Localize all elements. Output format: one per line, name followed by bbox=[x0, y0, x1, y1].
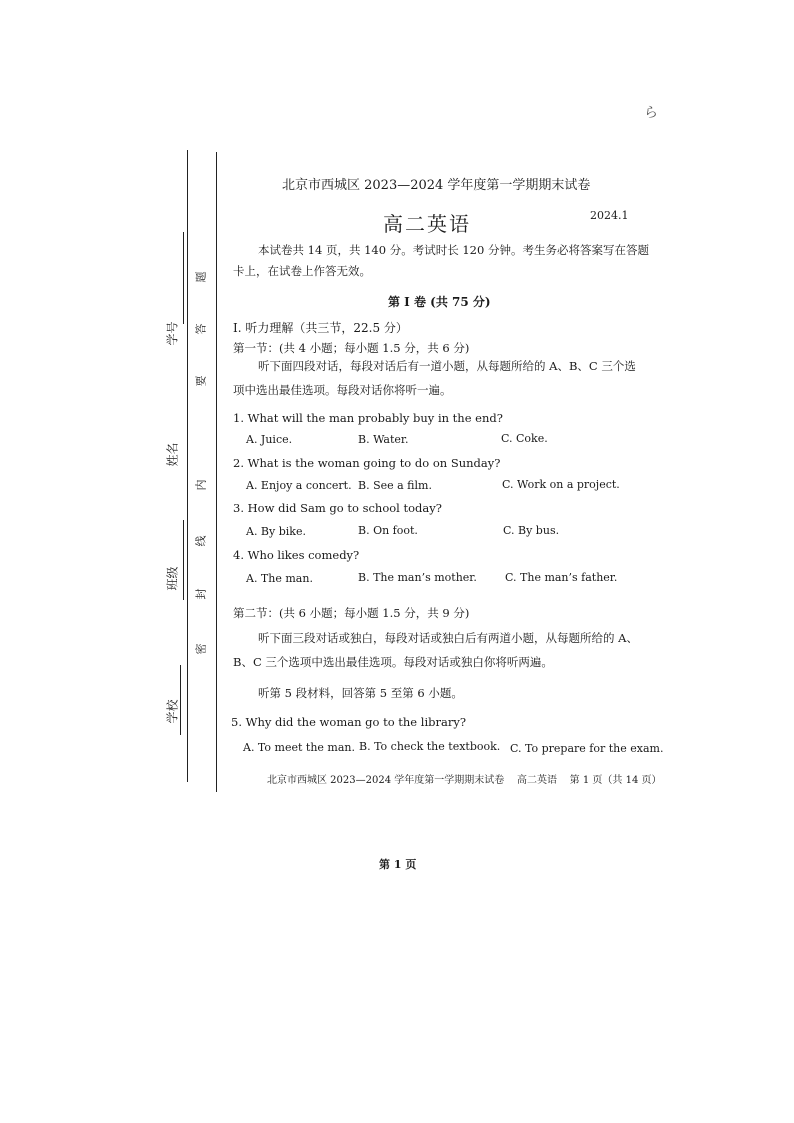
subject-title: 高二英语 bbox=[383, 212, 471, 236]
option-c: C. By bus. bbox=[503, 524, 560, 537]
question-stem: 1. What will the man probably buy in the end? bbox=[233, 411, 503, 425]
section1-instruction-1: 听下面四段对话，每段对话后有一道小题，从每题所给的 A、B、C 三个选 bbox=[258, 359, 636, 373]
corner-mark: ら bbox=[644, 105, 658, 121]
option-c: C. Coke. bbox=[501, 432, 548, 445]
option-a: A. To meet the man. bbox=[243, 741, 355, 754]
binding-line-outer bbox=[187, 150, 188, 782]
option-b: B. On foot. bbox=[358, 524, 418, 537]
question-stem: 2. What is the woman going to do on Sunday? bbox=[233, 456, 501, 470]
question-stem: 5. Why did the woman go to the library? bbox=[231, 715, 467, 729]
class-label: 班级 bbox=[165, 566, 180, 591]
page-footer: 北京市西城区 2023—2024 学年度第一学期期末试卷 高二英语 第 1 页（共 14 页） bbox=[267, 775, 662, 786]
option-b: B. The man’s mother. bbox=[358, 571, 477, 584]
warning-char: 线 bbox=[194, 535, 208, 547]
section1-instruction-2: 项中选出最佳选项。每段对话你将听一遍。 bbox=[233, 383, 452, 397]
option-a: A. Juice. bbox=[246, 433, 293, 446]
exam-title: 北京市西城区 2023—2024 学年度第一学期期末试卷 bbox=[282, 178, 591, 193]
option-a: A. Enjoy a concert. bbox=[246, 479, 352, 492]
name-label: 姓名 bbox=[165, 442, 180, 467]
option-a: A. By bike. bbox=[246, 525, 306, 538]
student-id-label: 学号 bbox=[165, 321, 180, 346]
option-b: B. See a film. bbox=[358, 479, 432, 492]
exam-date: 2024.1 bbox=[590, 209, 629, 222]
warning-char: 要 bbox=[194, 375, 208, 387]
option-b: B. To check the textbook. bbox=[359, 740, 501, 753]
option-c: C. The man’s father. bbox=[505, 571, 618, 584]
school-label: 学校 bbox=[165, 699, 180, 724]
id-underline bbox=[183, 232, 184, 324]
warning-char: 密 bbox=[194, 643, 208, 655]
warning-char: 内 bbox=[194, 479, 208, 491]
warning-char: 答 bbox=[194, 323, 208, 335]
material-instruction: 听第 5 段材料，回答第 5 至第 6 小题。 bbox=[258, 686, 463, 700]
section2-instruction-2: B、C 三个选项中选出最佳选项。每段对话或独白你将听两遍。 bbox=[233, 655, 553, 669]
intro-line-2: 卡上，在试卷上作答无效。 bbox=[233, 264, 371, 278]
volume-heading: 第 I 卷 (共 75 分) bbox=[388, 295, 491, 309]
section2-heading: 第二节：(共 6 小题；每小题 1.5 分，共 9 分) bbox=[233, 606, 470, 620]
question-stem: 4. Who likes comedy? bbox=[233, 548, 360, 562]
option-c: C. Work on a project. bbox=[502, 478, 620, 491]
class-underline bbox=[183, 520, 184, 600]
binding-line-inner bbox=[216, 152, 217, 792]
warning-char: 题 bbox=[194, 271, 208, 283]
option-b: B. Water. bbox=[358, 433, 409, 446]
warning-char: 封 bbox=[194, 588, 208, 600]
question-stem: 3. How did Sam go to school today? bbox=[233, 501, 442, 515]
option-a: A. The man. bbox=[246, 572, 313, 585]
part1-heading: I. 听力理解（共三节，22.5 分） bbox=[233, 321, 408, 335]
section2-instruction-1: 听下面三段对话或独白，每段对话或独白后有两道小题，从每题所给的 A、 bbox=[258, 631, 638, 645]
section1-heading: 第一节：(共 4 小题；每小题 1.5 分，共 6 分) bbox=[233, 341, 470, 355]
intro-line-1: 本试卷共 14 页，共 140 分。考试时长 120 分钟。考生务必将答案写在答题 bbox=[258, 243, 649, 257]
option-c: C. To prepare for the exam. bbox=[510, 742, 664, 755]
page-label: 第 1 页 bbox=[379, 858, 417, 871]
